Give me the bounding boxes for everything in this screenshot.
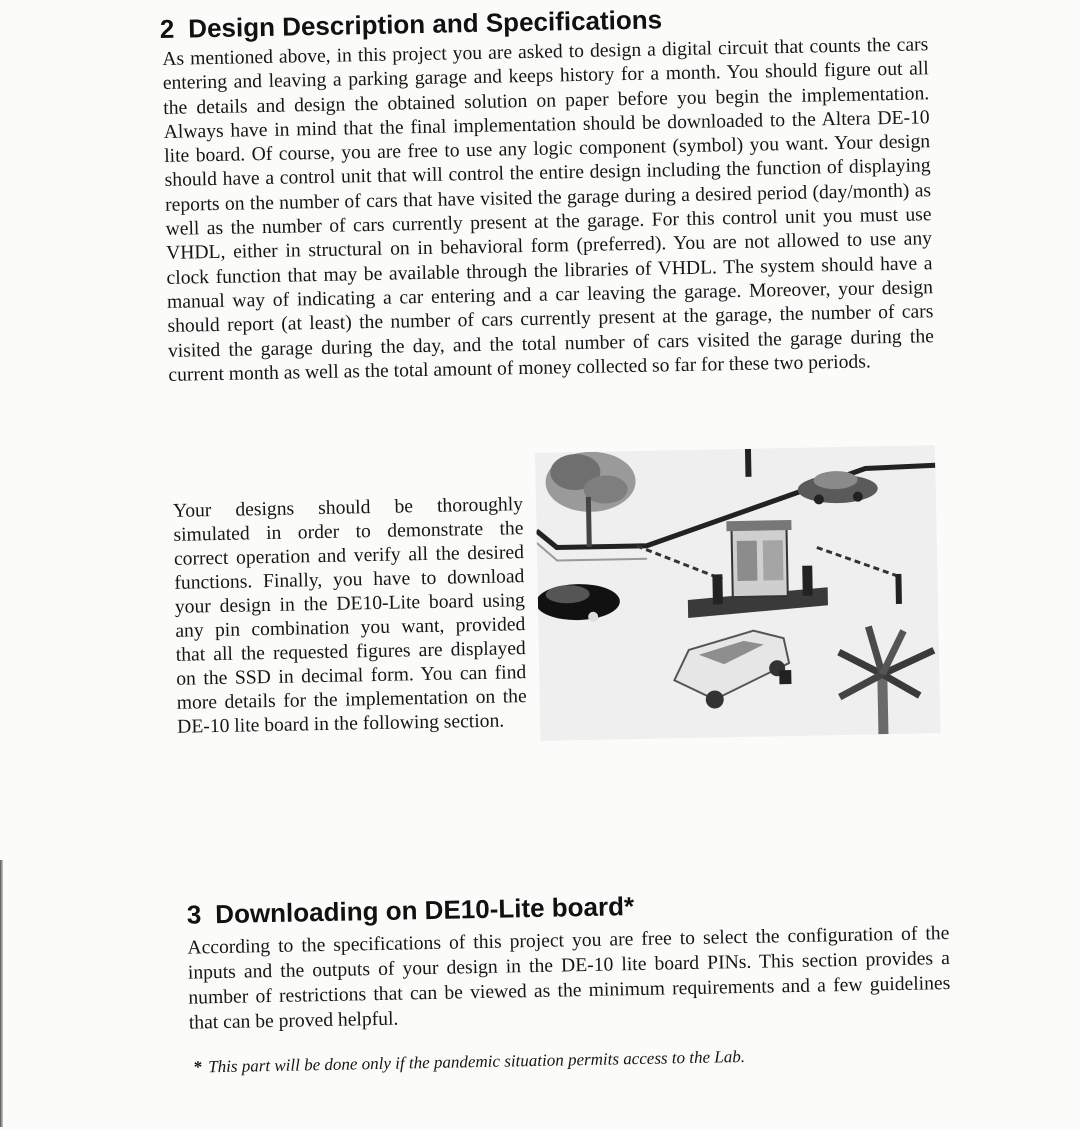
section-3-heading (187, 891, 635, 931)
parking-garage-illustration-svg (535, 445, 940, 741)
section-2-paragraph-1: As mentioned above, in this project you are asked to design a digital circuit that counts the cars entering and leaving a parking garage and keeps history for a month. You should figure out all the details and design the obtained solution on paper before you begin the implementation. Always have in mind that the final implementation should be downloaded to the Altera DE-10 lite board. Of course, you are free to use any logic component (symbol) you want. Your design should have a control unit that will control the entire design including the function of displaying reports on the number of cars that have visited the garage during a desired period (day/month) as well as the number of cars currently present at the garage. For this control unit you must use VHDL, either in structural on in behavioral form (preferred). You are not allowed to use any clock function that may be available through the libraries of VHDL. The system should have a manual way of indicating a car entering and a car leaving the garage. Moreover, your design should report (at least) the number of cars currently present at the garage, the number of cars visited the garage during the day, and the total number of cars visited the garage during the current month as well as the total amount of money collected so far for these two periods. (162, 34, 935, 386)
footnote-marker: * (193, 1057, 203, 1077)
barrier-post-icon (895, 574, 902, 604)
section-2-title: Design Description and Specifications (187, 4, 663, 44)
parking-garage-illustration (535, 445, 940, 741)
page-edge-shadow (0, 860, 3, 1127)
footnote-text: This part will be done only if the pandemic situation permits access to the Lab. (208, 1046, 746, 1077)
section-2-number: 2 (159, 13, 175, 44)
section-2-paragraph-2: Your designs should be thoroughly simulated in order to demonstrate the correct operation and verify all the desired functions. Finally, you have to download your design in the DE10-Lite board using any pin combination you want, provided that all the requested figures are displayed on the SSD in decimal form. You can find more details for the implementation on the DE-10 lite board in the following section. (172, 494, 527, 738)
footnote (194, 1044, 894, 1077)
section-3-number: 3 (186, 899, 202, 930)
section-3-title: Downloading on DE10-Lite board* (214, 891, 635, 930)
section-3-paragraph: According to the specifications of this project you are free to select the configuration of the inputs and the outputs of your design in the DE-10 lite board PINs. This section provides a number of restrictions that can be viewed as the minimum requirements and a few guidelines that can be proved helpful. (187, 923, 951, 1034)
post-icon (745, 449, 752, 477)
